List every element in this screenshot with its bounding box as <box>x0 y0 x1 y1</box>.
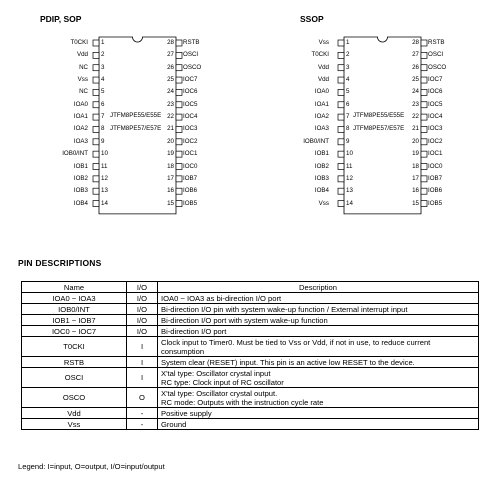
right-pin-number: 23 <box>167 100 174 108</box>
left-pin-number: 6 <box>346 100 350 108</box>
pin-box <box>421 65 427 71</box>
right-pin-name: OSCO <box>428 63 447 71</box>
right-pin-number: 26 <box>167 63 174 71</box>
pin-box <box>338 188 344 194</box>
pin-description-cell <box>158 419 479 430</box>
left-pin-name: IOA0 <box>73 100 88 108</box>
left-pin-name: T0CKI <box>311 51 329 59</box>
pin-description-cell <box>158 326 479 337</box>
pin-box <box>338 201 344 207</box>
pin-io-cell: - <box>127 419 158 430</box>
pin-io-cell: I/O <box>127 304 158 315</box>
pin-io-cell: - <box>127 408 158 419</box>
right-pin-name: OSCI <box>183 51 199 59</box>
pin-name-cell: OSCI <box>22 368 127 388</box>
pin-box <box>338 151 344 157</box>
left-pin-number: 3 <box>101 63 105 71</box>
table-header-row <box>22 282 479 293</box>
table-row <box>22 315 479 326</box>
left-pin-name: IOA1 <box>314 100 329 108</box>
pin-name-cell: IOB0/INT <box>22 304 127 315</box>
left-pin-name: NC <box>79 88 88 96</box>
pin-box <box>421 77 427 83</box>
left-pin-number: 1 <box>101 39 105 46</box>
left-pin-name: Vss <box>77 76 88 84</box>
right-pin-name: IOB5 <box>183 199 198 207</box>
pin-description-cell <box>158 304 479 315</box>
right-pin-name: IOC6 <box>428 88 443 96</box>
pkg-title-pdip: PDIP, SOP <box>40 14 82 24</box>
right-pin-number: 24 <box>167 88 174 96</box>
right-pin-number: 16 <box>412 187 419 195</box>
pin-io-cell: I <box>127 337 158 357</box>
left-pin-number: 7 <box>101 113 105 121</box>
right-pin-name: IOB7 <box>183 174 198 182</box>
header-name: Name <box>22 282 127 293</box>
left-pin-name: Vss <box>318 39 329 46</box>
right-pin-name: OSCI <box>428 51 444 59</box>
pin-io-cell: I/O <box>127 326 158 337</box>
left-pin-number: 2 <box>101 51 105 59</box>
right-pin-number: 22 <box>167 113 174 121</box>
description-line: RC mode: Outputs with the instruction cycle rate <box>161 397 324 407</box>
right-pin-name: IOC2 <box>183 137 198 145</box>
pin-box <box>421 52 427 58</box>
pin-name-cell: Vdd <box>22 408 127 419</box>
table-row <box>22 326 479 337</box>
left-pin-name: Vdd <box>317 63 329 71</box>
left-pin-number: 1 <box>346 39 350 46</box>
left-pin-number: 13 <box>346 187 353 195</box>
left-pin-name: IOB0/INT <box>62 150 88 158</box>
pin-box <box>338 52 344 58</box>
table-row <box>22 388 479 408</box>
left-pin-name: IOA2 <box>314 113 329 121</box>
pin-box <box>338 65 344 71</box>
header-io: I/O <box>127 282 158 293</box>
left-pin-name: IOA1 <box>73 113 88 121</box>
left-pin-name: NC <box>79 63 88 71</box>
left-pin-number: 12 <box>101 174 108 182</box>
right-pin-number: 26 <box>412 63 419 71</box>
pin-box <box>421 102 427 108</box>
description-line: Bi-direction I/O port <box>161 326 227 336</box>
pin-name-cell: RSTB <box>22 357 127 368</box>
left-pin-number: 7 <box>346 113 350 121</box>
description-line: Bi-direction I/O port with system wake-up function <box>161 315 328 325</box>
pin-io-cell: I/O <box>127 293 158 304</box>
pin-description-cell <box>158 337 479 357</box>
left-pin-number: 14 <box>101 199 108 207</box>
right-pin-name: IOC0 <box>428 162 443 170</box>
pin-box <box>338 89 344 95</box>
pin-io-cell: I <box>127 357 158 368</box>
right-pin-name: IOC7 <box>183 76 198 84</box>
right-pin-number: 25 <box>412 76 419 84</box>
description-line: RC type: Clock input of RC oscillator <box>161 377 284 387</box>
right-pin-name: IOC0 <box>183 162 198 170</box>
table-legend: Legend: I=input, O=output, I/O=input/output <box>18 462 165 471</box>
left-pin-name: T0CKI <box>70 39 88 46</box>
pin-name-cell: IOB1 ~ IOB7 <box>22 315 127 326</box>
description-line: consumption <box>161 346 205 356</box>
left-pin-name: IOB0/INT <box>303 137 329 145</box>
left-pin-name: Vss <box>318 199 329 207</box>
pin-name-cell: IOC0 ~ IOC7 <box>22 326 127 337</box>
left-pin-number: 6 <box>101 100 105 108</box>
right-pin-name: IOC1 <box>428 150 443 158</box>
left-pin-number: 4 <box>101 76 105 84</box>
left-pin-number: 8 <box>101 125 105 133</box>
right-pin-number: 17 <box>167 174 174 182</box>
pin-box <box>421 114 427 120</box>
pin-io-cell: O <box>127 388 158 408</box>
right-pin-name: IOC1 <box>183 150 198 158</box>
right-pin-number: 28 <box>412 39 419 46</box>
left-pin-name: IOA3 <box>73 137 88 145</box>
left-pin-number: 10 <box>346 150 353 158</box>
left-pin-number: 3 <box>346 63 350 71</box>
pkg-title-ssop: SSOP <box>300 14 324 24</box>
right-pin-name: IOC5 <box>183 100 198 108</box>
pin-description-cell <box>158 357 479 368</box>
table-row <box>22 293 479 304</box>
left-pin-number: 13 <box>101 187 108 195</box>
right-pin-name: IOC4 <box>428 113 443 121</box>
header-description: Description <box>158 282 479 293</box>
right-pin-number: 28 <box>167 39 174 46</box>
description-line: Positive supply <box>161 408 212 418</box>
left-pin-number: 8 <box>346 125 350 133</box>
description-line: Ground <box>161 419 187 429</box>
pin-descriptions-title: PIN DESCRIPTIONS <box>18 258 102 268</box>
left-pin-number: 9 <box>346 137 350 145</box>
right-pin-name: IOB7 <box>428 174 443 182</box>
pin-description-cell <box>158 293 479 304</box>
left-pin-name: IOA2 <box>73 125 88 133</box>
right-pin-number: 18 <box>412 162 419 170</box>
right-pin-name: IOB6 <box>183 187 198 195</box>
pin-box <box>338 139 344 145</box>
pin-box <box>338 126 344 132</box>
left-pin-number: 9 <box>101 137 105 145</box>
right-pin-number: 21 <box>412 125 419 133</box>
right-pin-number: 27 <box>412 51 419 59</box>
pin-box <box>421 164 427 170</box>
left-pin-name: IOB3 <box>314 174 329 182</box>
left-pin-name: Vdd <box>76 51 88 59</box>
description-line: Bi-direction I/O pin with system wake-up function / External interrupt input <box>161 304 408 314</box>
left-pin-number: 4 <box>346 76 350 84</box>
left-pin-number: 11 <box>346 162 353 170</box>
pin-name-cell: T0CKI <box>22 337 127 357</box>
description-line: X'tal type: Oscillator crystal input <box>161 368 271 378</box>
right-pin-name: OSCO <box>183 63 202 71</box>
left-pin-name: IOB2 <box>73 174 88 182</box>
left-pin-number: 10 <box>101 150 108 158</box>
right-pin-name: IOB5 <box>428 199 443 207</box>
left-pin-name: IOB4 <box>73 199 88 207</box>
pin-box <box>421 40 427 46</box>
right-pin-number: 15 <box>412 199 419 207</box>
left-pin-number: 14 <box>346 199 353 207</box>
pin-description-cell <box>158 315 479 326</box>
chip-part-number: JTFM8PE55/E55E <box>110 112 162 119</box>
right-pin-number: 23 <box>412 100 419 108</box>
table-row <box>22 408 479 419</box>
right-pin-name: IOB6 <box>428 187 443 195</box>
pin-box <box>421 126 427 132</box>
right-pin-name: IOC6 <box>183 88 198 96</box>
pin-box <box>338 114 344 120</box>
table-row <box>22 337 479 357</box>
pin-name-cell: OSCO <box>22 388 127 408</box>
right-pin-number: 21 <box>167 125 174 133</box>
description-line: System clear (RESET) input. This pin is an active low RESET to the device. <box>161 357 415 367</box>
pin-description-cell <box>158 368 479 388</box>
right-pin-name: RSTB <box>428 39 445 46</box>
right-pin-number: 20 <box>412 137 419 145</box>
right-pin-number: 18 <box>167 162 174 170</box>
pin-box <box>338 164 344 170</box>
pin-io-cell: I <box>127 368 158 388</box>
description-line: X'tal type: Oscillator crystal output. <box>161 388 278 398</box>
left-pin-name: Vdd <box>317 76 329 84</box>
chip-body <box>344 37 421 214</box>
pin-description-table <box>21 281 479 430</box>
right-pin-name: IOC4 <box>183 113 198 121</box>
right-pin-number: 22 <box>412 113 419 121</box>
pin-box <box>421 139 427 145</box>
right-pin-number: 19 <box>167 150 174 158</box>
left-pin-number: 12 <box>346 174 353 182</box>
pin-io-cell: I/O <box>127 315 158 326</box>
left-pin-name: IOB1 <box>73 162 88 170</box>
table-row <box>22 368 479 388</box>
left-pin-number: 2 <box>346 51 350 59</box>
description-line: Clock input to Timer0. Must be tied to Vss or Vdd, if not in use, to reduce current <box>161 337 431 347</box>
table-row <box>22 419 479 430</box>
right-pin-name: IOC5 <box>428 100 443 108</box>
pin-box <box>338 77 344 83</box>
chip-part-number: JTFM8PE55/E55E <box>353 112 405 119</box>
right-pin-number: 27 <box>167 51 174 59</box>
left-pin-name: IOA3 <box>314 125 329 133</box>
pin-name-cell: IOA0 ~ IOA3 <box>22 293 127 304</box>
table-row <box>22 357 479 368</box>
pin-box <box>338 102 344 108</box>
right-pin-number: 17 <box>412 174 419 182</box>
right-pin-number: 15 <box>167 199 174 207</box>
left-pin-number: 5 <box>346 88 350 96</box>
right-pin-name: IOC3 <box>428 125 443 133</box>
right-pin-name: IOC2 <box>428 137 443 145</box>
pin-box <box>421 176 427 182</box>
right-pin-number: 19 <box>412 150 419 158</box>
pin-box <box>338 176 344 182</box>
table-row <box>22 304 479 315</box>
pin-box <box>421 188 427 194</box>
left-pin-name: IOB1 <box>314 150 329 158</box>
left-pin-name: IOB4 <box>314 187 329 195</box>
left-pin-number: 11 <box>101 162 108 170</box>
pin-box <box>421 89 427 95</box>
right-pin-name: IOC7 <box>428 76 443 84</box>
left-pin-number: 5 <box>101 88 105 96</box>
pin-box <box>338 40 344 46</box>
chip-part-number: JTFM8PE57/E57E <box>353 125 405 132</box>
right-pin-name: RSTB <box>183 39 200 46</box>
right-pin-number: 16 <box>167 187 174 195</box>
pin-box <box>421 151 427 157</box>
chip-part-number: JTFM8PE57/E57E <box>110 125 162 132</box>
right-pin-number: 24 <box>412 88 419 96</box>
left-pin-name: IOA0 <box>314 88 329 96</box>
pin-description-cell <box>158 388 479 408</box>
description-line: IOA0 ~ IOA3 as bi-direction I/O port <box>161 293 282 303</box>
pin-box <box>421 201 427 207</box>
left-pin-name: IOB2 <box>314 162 329 170</box>
pin-description-cell <box>158 408 479 419</box>
right-pin-number: 20 <box>167 137 174 145</box>
left-pin-name: IOB3 <box>73 187 88 195</box>
right-pin-number: 25 <box>167 76 174 84</box>
right-pin-name: IOC3 <box>183 125 198 133</box>
pin-name-cell: Vss <box>22 419 127 430</box>
